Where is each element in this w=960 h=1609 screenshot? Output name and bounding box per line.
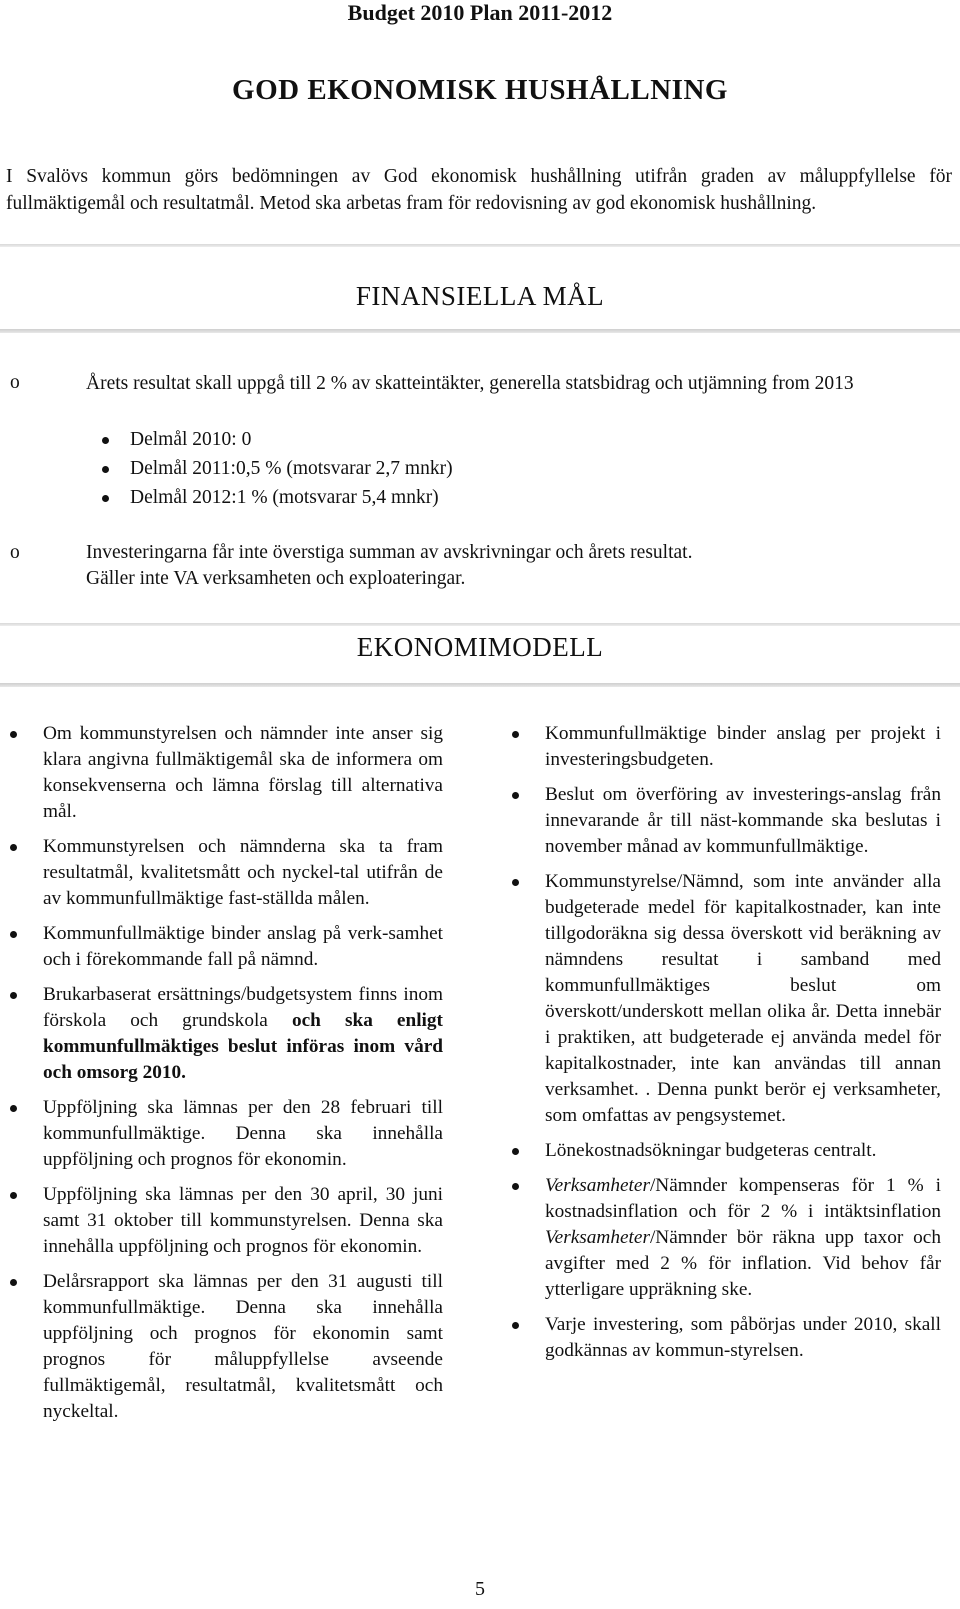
bullet-icon xyxy=(10,1192,17,1199)
goal-marker: o xyxy=(10,372,20,393)
bullet-icon xyxy=(512,1183,519,1190)
bullet-icon xyxy=(512,1148,519,1155)
goal-text: Årets resultat skall uppgå till 2 % av skatteintäkter, generella statsbidrag och utjämning from 2013 xyxy=(86,373,854,394)
emphasis-text: och ska enligt kommunfullmäktiges beslut införas inom vård och omsorg 2010. xyxy=(43,1010,443,1083)
model-left-column xyxy=(7,721,443,1434)
bullet-icon xyxy=(102,466,109,473)
divider-bottom xyxy=(0,329,960,333)
goal-text-block xyxy=(86,540,946,592)
list-item: Brukarbaserat ersättnings/budgetsystem finns inom förskola och grundskola och ska enligt kommunfullmäktiges beslut införas inom vård och omsorg 2010. xyxy=(7,982,443,1086)
divider-bottom xyxy=(0,683,960,687)
goal-marker: o xyxy=(10,542,20,563)
bullet-icon xyxy=(10,731,17,738)
list-item: Lönekostnadsökningar budgeteras centralt. xyxy=(509,1138,941,1164)
running-header: Budget 2010 Plan 2011-2012 xyxy=(347,0,613,25)
list-item: Beslut om överföring av investerings-anslag från innevarande år till näst-kommande ska beslutas i november månad av kommunfullmäktige. xyxy=(509,782,941,860)
italic-text: Verksamheter xyxy=(545,1175,650,1196)
bullet-icon xyxy=(10,1279,17,1286)
list-item: Kommunstyrelse/Nämnd, som inte använder alla budgeterade medel för kapitalkostnader, kan inte tillgodoräkna sig dessa överskott vid beräkning av nämndens resultat i samband med kommunfullmäktiges beslut om överskott/underskott mellan olika år. Detta innebär i praktiken, att budgeterade ej använda medel för kapitalkostnader, inte kan användas till annan verksamhet. . Denna punkt berör ej verksamheter, som omfattas av pengsystemet. xyxy=(509,869,941,1129)
italic-text: Verksamheter xyxy=(545,1227,650,1248)
list-item: Kommunstyrelsen och nämnderna ska ta fram resultatmål, kvalitetsmått och nyckel-tal utifrån de av kommunfullmäktige fast-ställda målen. xyxy=(7,834,443,912)
bullet-icon xyxy=(512,731,519,738)
subgoal-item: Delmål 2012:1 % (motsvarar 5,4 mnkr) xyxy=(130,485,439,511)
page-number: 5 xyxy=(475,1578,485,1600)
bullet-icon xyxy=(102,495,109,502)
section-title-model: EKONOMIMODELL xyxy=(356,632,604,662)
list-item: Kommunfullmäktige binder anslag per projekt i investeringsbudgeten. xyxy=(509,721,941,773)
subgoal-item: Delmål 2011:0,5 % (motsvarar 2,7 mnkr) xyxy=(130,456,453,482)
bullet-icon xyxy=(10,844,17,851)
model-right-column xyxy=(509,721,941,1373)
bullet-icon xyxy=(10,931,17,938)
list-item: Delårsrapport ska lämnas per den 31 augusti till kommunfullmäktige. Denna ska innehålla uppföljning och prognos för ekonomin samt prognos för måluppfyllelse avseende fullmäktigemål, resultatmål, kvalitetsmått och nyckeltal. xyxy=(7,1269,443,1425)
divider-top xyxy=(0,244,960,247)
intro-paragraph: I Svalövs kommun görs bedömningen av God ekonomisk hushållning utifrån graden av måluppfyllelse för fullmäktigemål och resultatmål. Metod ska arbetas fram för redovisning av god ekonomisk hushållning. xyxy=(6,166,952,214)
list-item: Verksamheter/Nämnder kompenseras för 1 % i kostnadsinflation och för 2 % i intäktsinflation Verksamheter/Nämnder bör räkna upp taxor och avgifter med 2 % för inflation. Vid behov får ytterligare uppräkning ske. xyxy=(509,1173,941,1303)
goal-text-line: Investeringarna får inte överstiga summan av avskrivningar och årets resultat. xyxy=(86,542,693,563)
list-item: Uppföljning ska lämnas per den 30 april, 30 juni samt 31 oktober till kommunstyrelsen. Denna ska innehålla uppföljning och prognos för ekonomin. xyxy=(7,1182,443,1260)
section-title-financial: FINANSIELLA MÅL xyxy=(355,281,605,311)
bullet-icon xyxy=(10,992,17,999)
list-item: Kommunfullmäktige binder anslag på verk-samhet och i förekommande fall på nämnd. xyxy=(7,921,443,973)
list-item: Uppföljning ska lämnas per den 28 februari till kommunfullmäktige. Denna ska innehålla uppföljning och prognos för ekonomin. xyxy=(7,1095,443,1173)
bullet-icon xyxy=(10,1105,17,1112)
bullet-icon xyxy=(512,792,519,799)
list-item: Varje investering, som påbörjas under 2010, skall godkännas av kommun-styrelsen. xyxy=(509,1312,941,1364)
divider-top xyxy=(0,623,960,626)
bullet-icon xyxy=(512,879,519,886)
bullet-icon xyxy=(102,437,109,444)
list-item: Om kommunstyrelsen och nämnder inte anser sig klara angivna fullmäktigemål ska de informera om konsekvenserna och lämna förslag till alternativa mål. xyxy=(7,721,443,825)
bullet-icon xyxy=(512,1322,519,1329)
main-title: GOD EKONOMISK HUSHÅLLNING xyxy=(232,74,728,106)
goal-text-line: Gäller inte VA verksamheten och exploateringar. xyxy=(86,568,466,589)
subgoal-item: Delmål 2010: 0 xyxy=(130,427,251,453)
